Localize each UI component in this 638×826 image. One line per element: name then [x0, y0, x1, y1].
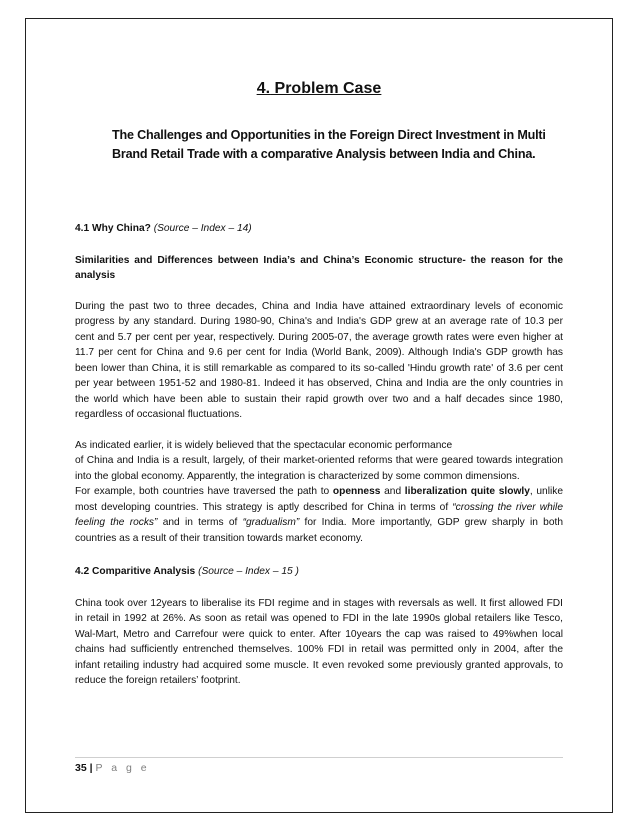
section-4-2-title: 4.2 Comparitive Analysis [75, 566, 196, 577]
section-4-1-paragraph-2: of China and India is a result, largely, of their market-oriented reforms that were geared towards integration into the global economy. Apparently, the integration is characterized by some common dimensions. [75, 455, 563, 482]
section-4-2-heading [75, 564, 563, 580]
section-4-1-source: (Source – Index – 14) [153, 223, 252, 234]
section-4-1-paragraph-2-line-1: As indicated earlier, it is widely believed that the spectacular economic performance [75, 439, 453, 451]
openness-term: openness [332, 486, 381, 497]
chapter-number: 4. [256, 80, 271, 97]
section-4-1-paragraph-1: During the past two to three decades, China and India have attained extraordinary levels of economic progress by any standard. During 1980-90, China's and India's GDP grew at an average rate of 10.3 per cent and 5.7 per cent per year, respectively. During 2005-07, the average growth rates were even higher at 11.7 per cent for China and 9.6 per cent for India (World Bank, 2009). Although India's GDP growth has been lower than China, it is still remarkable as compared to its so-called 'Hindu growth rate' of 3.6 per cent per year between 1951-52 and 1980-81. Indeed it has observed, China and India are the only countries in the world which have been able to sustain their rapid growth over two and a half decades since 1980, regardless of occasional fluctuations. [75, 300, 563, 420]
india-quote: “gradualism” [242, 517, 300, 528]
chapter-title-text: Problem Case [274, 80, 382, 97]
liberalization-term: liberalization quite slowly [404, 486, 530, 497]
footer-divider [75, 757, 563, 758]
chapter-title [0, 80, 638, 98]
page-footer [75, 762, 150, 774]
section-4-1-heading [75, 221, 563, 237]
section-4-1-subheading: Similarities and Differences between India’s and China’s Economic structure- the reason for the analysis [75, 254, 563, 281]
chapter-subtitle: The Challenges and Opportunities in the Foreign Direct Investment in Multi Brand Retail Trade with a comparative Analysis between India and China. [112, 128, 546, 161]
section-4-1-title: 4.1 Why China? [75, 223, 151, 234]
page-label: P a g e [95, 762, 150, 774]
section-4-2-paragraph-1: China took over 12years to liberalise its FDI regime and in stages with reversals as well. It first allowed FDI in retail in 1992 at 26%. As soon as retail was opened to FDI in the late 1990s global retailers like Tesco, Wal-Mart, Metro and Carrefour were quick to enter. After 10years the cap was raised to 49%when local chains had sufficiently entrenched themselves. 100% FDI in retail was permitted only in 2004, after the infant retailing industry had acquired some muscle. It even revoked some previously granted approvals, to reduce the foreign retailers’ footprint. [75, 597, 563, 686]
page-content [75, 221, 563, 689]
page-number: 35 [75, 762, 87, 774]
footer-separator: | [89, 762, 93, 774]
section-4-1-paragraph-3: For example, both countries have traversed the path to openness and liberalization quite slowly, unlike most developing countries. This strategy is aptly described for China in terms of “crossing the river while feeling the rocks” and in terms of “gradualism” for India. More importantly, GDP grew sharply in both countries as a result of their transition towards market economy. [75, 486, 564, 544]
section-4-2-source: (Source – Index – 15 ) [198, 566, 299, 577]
china-quote: “crossing the river while feeling the rocks” [75, 501, 563, 528]
